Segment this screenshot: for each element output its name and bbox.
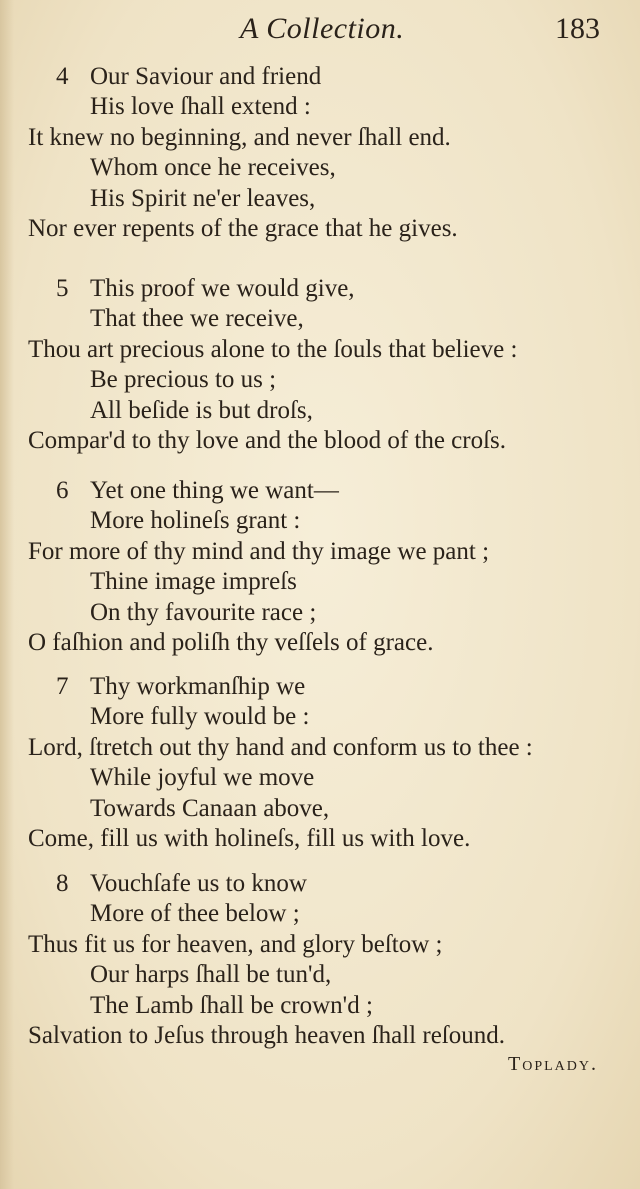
verse-line: His love ſhall extend : <box>90 93 311 121</box>
stanza-8 <box>0 869 640 1051</box>
verse-line: Thus fit us for heaven, and glory beſtow ; <box>28 930 443 958</box>
verse-line: Thou art precious alone to the ſouls that believe : <box>28 335 518 363</box>
verse-line: Towards Canaan above, <box>90 794 330 822</box>
stanza-number: 7 <box>56 673 69 700</box>
verse-line: All beſide is but droſs, <box>90 396 313 424</box>
verse-line: While joyful we move <box>90 764 315 792</box>
stanza-4 <box>0 62 640 244</box>
verse-line: More of thee below ; <box>90 900 300 928</box>
stanza-number: 8 <box>56 870 69 897</box>
verse-line: Come, fill us with holineſs, fill us with love. <box>28 824 471 852</box>
stanza-number: 5 <box>56 275 69 302</box>
verse-line: It knew no beginning, and never ſhall end. <box>28 123 451 151</box>
page-number: 183 <box>555 12 600 45</box>
verse-line: More fully would be : <box>90 703 310 731</box>
verse-line: This proof we would give, <box>90 275 355 302</box>
verse-line: Yet one thing we want— <box>90 477 339 504</box>
verse-line: The Lamb ſhall be crown'd ; <box>90 991 373 1019</box>
verse-line: His Spirit ne'er leaves, <box>90 184 316 212</box>
verse-line: Nor ever repents of the grace that he gives. <box>28 214 458 242</box>
verse-line: O faſhion and poliſh thy veſſels of grace. <box>28 628 434 656</box>
verse-line: Whom once he receives, <box>90 154 336 182</box>
stanza-number: 4 <box>56 63 69 90</box>
verse-line: Our harps ſhall be tun'd, <box>90 961 332 989</box>
verse-line: Compar'd to thy love and the blood of the croſs. <box>28 426 507 454</box>
verse-line: Lord, ſtretch out thy hand and conform us to thee : <box>28 733 533 761</box>
verse-line: Thine image impreſs <box>90 568 297 596</box>
verse-line: Be precious to us ; <box>90 366 277 394</box>
stanza-6 <box>0 476 640 658</box>
stanza-5 <box>0 274 640 456</box>
verse-line: Salvation to Jeſus through heaven ſhall reſound. <box>28 1021 505 1049</box>
stanza-7 <box>0 672 640 854</box>
verse-line: Our Saviour and friend <box>90 63 322 90</box>
stanza-number: 6 <box>56 477 69 504</box>
verse-line: That thee we receive, <box>90 305 304 333</box>
running-title: A Collection. <box>240 12 405 45</box>
verse-line: On thy favourite race ; <box>90 598 317 626</box>
page-header <box>0 8 640 52</box>
verse-line: Vouchſafe us to know <box>90 870 307 897</box>
verse-line: More holineſs grant : <box>90 507 301 535</box>
verse-line: Thy workmanſhip we <box>90 673 306 700</box>
verse-line: For more of thy mind and thy image we pant ; <box>28 537 490 565</box>
author-attribution: Toplady. <box>508 1053 598 1075</box>
